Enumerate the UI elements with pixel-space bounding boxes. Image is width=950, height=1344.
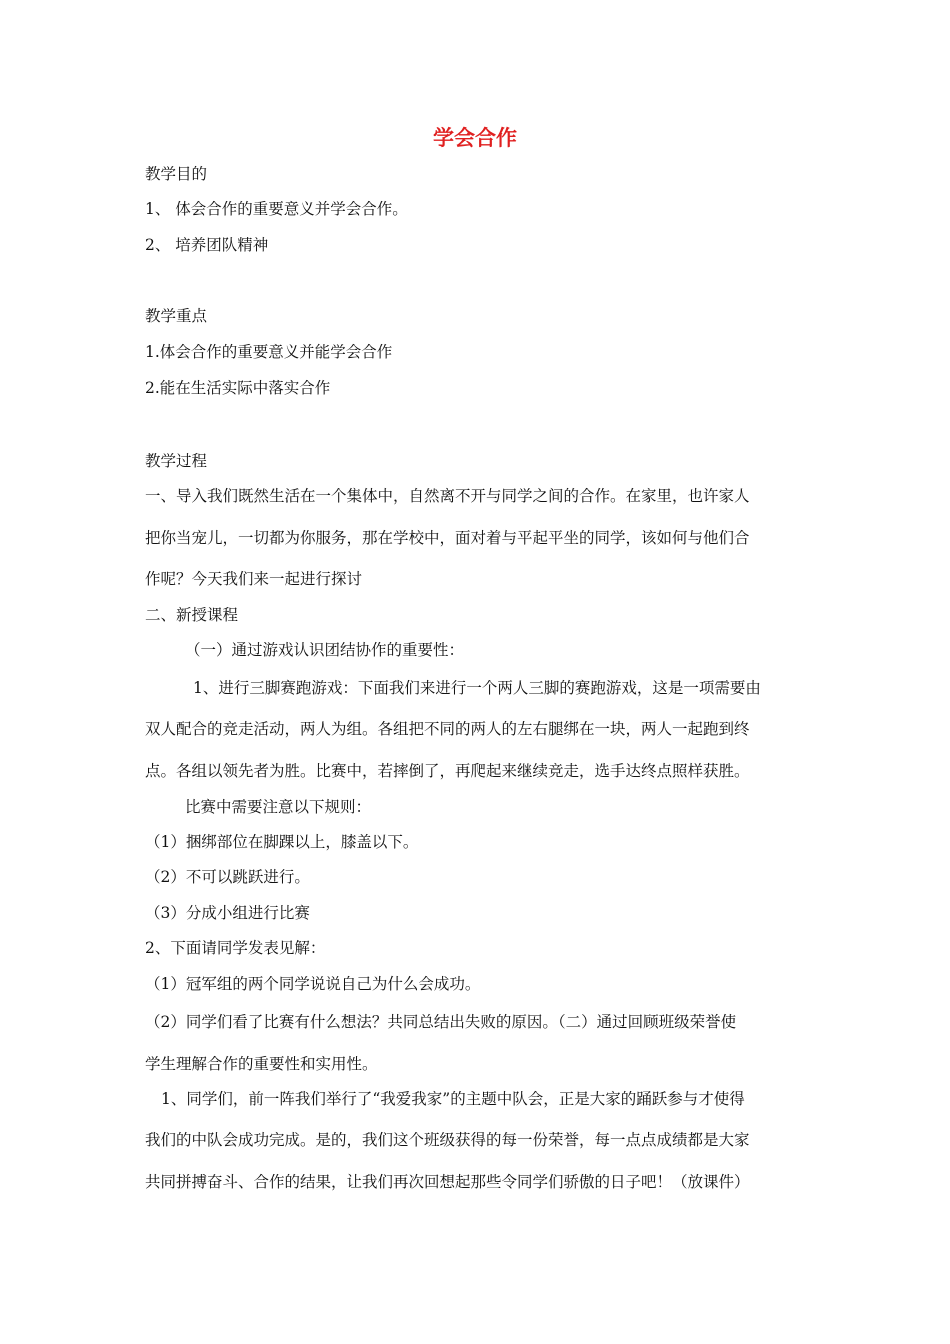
document-title: 学会合作: [433, 126, 517, 150]
opinion-2-line-2: 学生理解合作的重要性和实用性。: [145, 1055, 378, 1073]
game-line-3: 点。各组以领先者为胜。比赛中，若摔倒了，再爬起来继续竞走，选手达终点照样获胜。: [145, 762, 750, 780]
focus-heading: 教学重点: [145, 307, 208, 325]
intro-line-2: 把你当宠儿，一切都为你服务，那在学校中，面对着与平起平坐的同学，该如何与他们合: [145, 529, 750, 547]
game-line-1: 1、进行三脚赛跑游戏：下面我们来进行一个两人三脚的赛跑游戏，这是一项需要由: [193, 679, 761, 697]
purpose-item-2: 2、 培养团队精神: [145, 236, 269, 254]
honor-line-2: 我们的中队会成功完成。是的，我们这个班级获得的每一份荣誉，每一点点成绩都是大家: [145, 1131, 750, 1149]
focus-item-2: 2.能在生活实际中落实合作: [145, 379, 331, 397]
intro-line-3: 作呢？今天我们来一起进行探讨: [145, 570, 363, 588]
game-line-2: 双人配合的竞走活动，两人为组。各组把不同的两人的左右腿绑在一块，两人一起跑到终: [145, 720, 750, 738]
rule-3: （3）分成小组进行比赛: [145, 904, 310, 922]
opinion-1: （1）冠军组的两个同学说说自己为什么会成功。: [145, 975, 481, 993]
opinions-heading: 2、下面请同学发表见解：: [145, 939, 326, 957]
process-heading: 教学过程: [145, 452, 208, 470]
rules-intro: 比赛中需要注意以下规则：: [185, 798, 372, 816]
intro-line-1: 一、导入我们既然生活在一个集体中，自然离不开与同学之间的合作。在家里，也许家人: [145, 487, 750, 505]
section-two-heading: 二、新授课程: [145, 606, 239, 624]
purpose-heading: 教学目的: [145, 165, 208, 183]
rule-2: （2）不可以跳跃进行。: [145, 868, 310, 886]
opinion-2-line-1: （2）同学们看了比赛有什么想法？共同总结出失败的原因。（二）通过回顾班级荣誉使: [145, 1013, 737, 1031]
rule-1: （1）捆绑部位在脚踝以上，膝盖以下。: [145, 833, 419, 851]
purpose-item-1: 1、 体会合作的重要意义并学会合作。: [145, 200, 408, 218]
focus-item-1: 1.体会合作的重要意义并能学会合作: [145, 343, 393, 361]
subsection-one-heading: （一）通过游戏认识团结协作的重要性：: [185, 641, 465, 659]
honor-line-1: 1、同学们，前一阵我们举行了“我爱我家”的主题中队会，正是大家的踊跃参与才使得: [161, 1090, 745, 1108]
honor-line-3: 共同拼搏奋斗、合作的结果，让我们再次回想起那些令同学们骄傲的日子吧！（放课件）: [145, 1173, 750, 1191]
